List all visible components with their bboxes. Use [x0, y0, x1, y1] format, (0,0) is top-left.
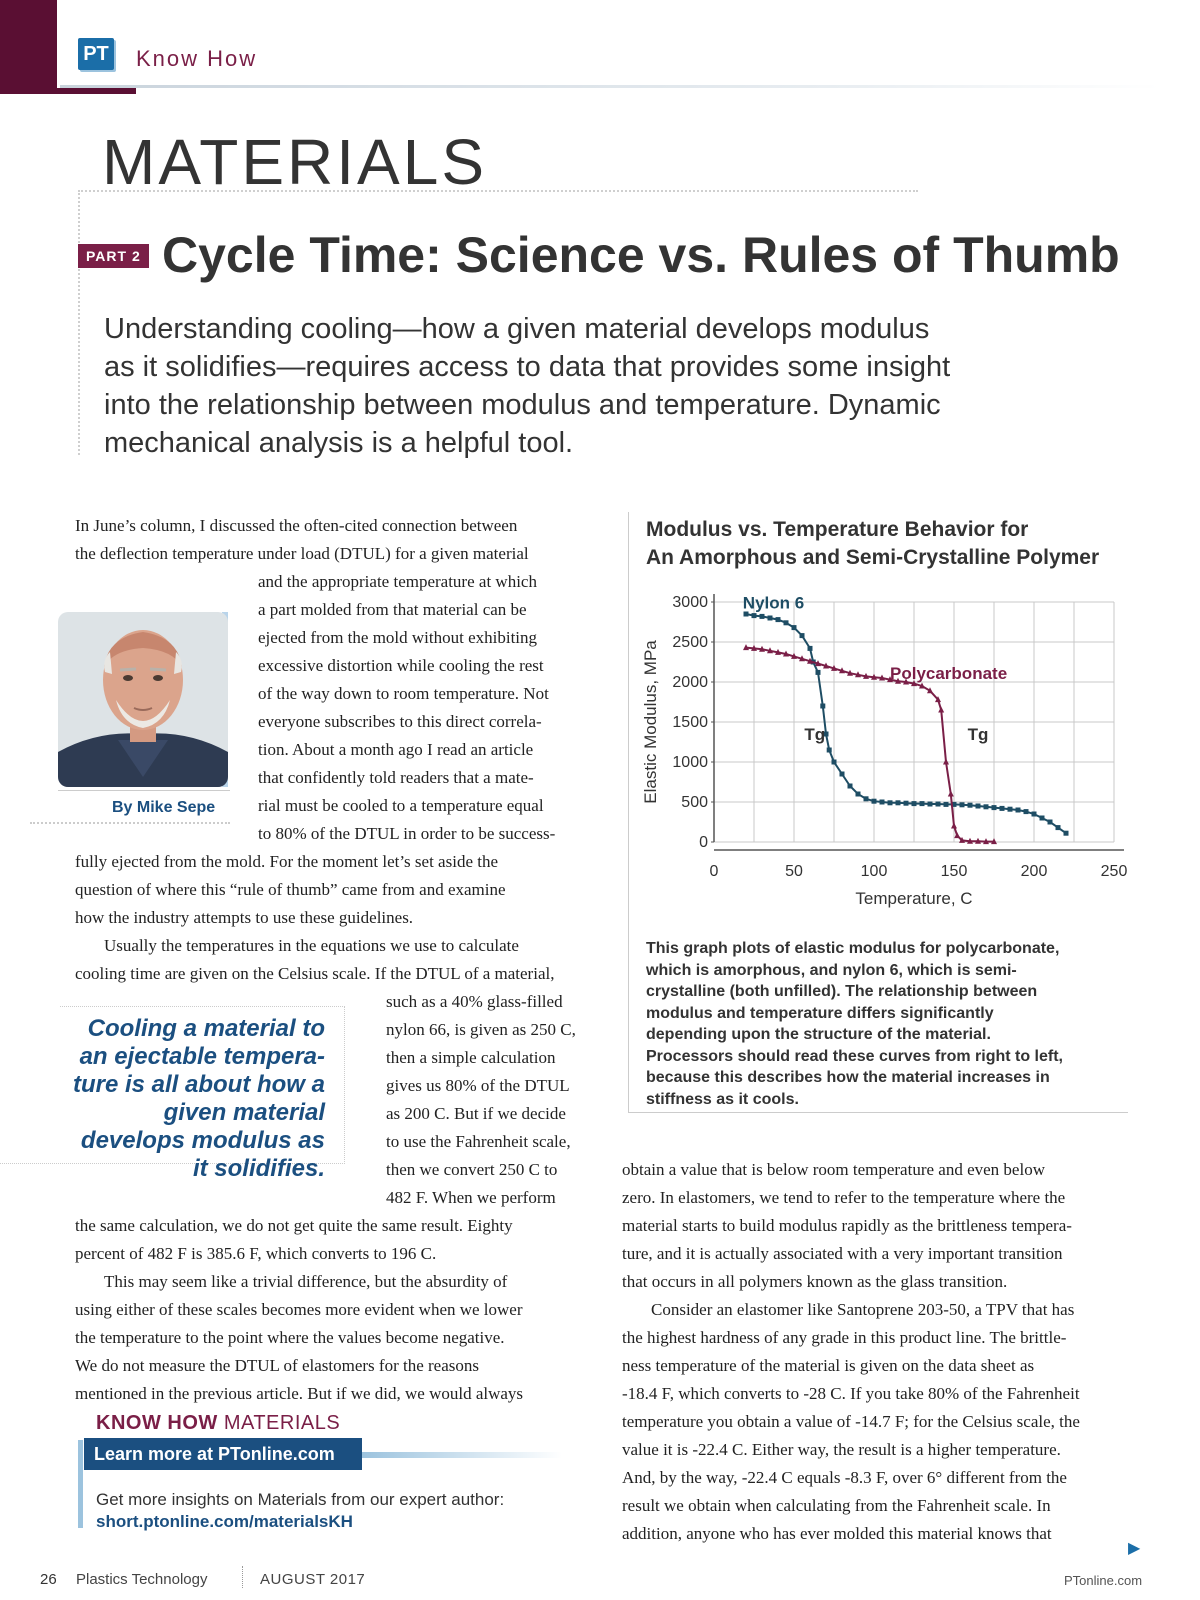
- data-point: [976, 804, 981, 809]
- knowhow-heading-bold: KNOW HOW: [96, 1412, 218, 1434]
- body-line: then we convert 250 C to: [386, 1160, 558, 1179]
- data-point: [936, 802, 941, 807]
- body-line: 482 F. When we perform: [386, 1188, 556, 1207]
- data-point: [968, 803, 973, 808]
- data-point: [816, 670, 821, 675]
- data-point: [944, 802, 949, 807]
- data-point: [808, 646, 813, 651]
- chart-frame-bottom: [628, 1112, 1128, 1113]
- data-point: [904, 801, 909, 806]
- page-number: 26: [40, 1571, 57, 1588]
- x-tick-label: 50: [785, 863, 803, 880]
- author-byline: By Mike Sepe: [112, 799, 216, 816]
- y-tick-label: 2000: [672, 674, 708, 691]
- body-line: excessive distortion while cooling the rest: [258, 656, 544, 675]
- x-tick-label: 250: [1100, 863, 1128, 880]
- data-point: [948, 791, 954, 797]
- knowhow-accent: [78, 1440, 83, 1528]
- knowhow-fade: [362, 1452, 562, 1458]
- data-point: [1064, 831, 1069, 836]
- data-point: [938, 707, 944, 713]
- body-line: the temperature to the point where the values become negative.: [75, 1328, 505, 1347]
- data-point: [1048, 820, 1053, 825]
- data-point: [800, 633, 805, 638]
- body-line: ture, and it is actually associated with a very important transition: [622, 1244, 1063, 1263]
- x-tick-label: 200: [1020, 863, 1048, 880]
- data-point: [848, 784, 853, 789]
- body-line: such as a 40% glass-filled: [386, 992, 563, 1011]
- photo-frame: [58, 790, 230, 791]
- body-line: obtain a value that is below room temperature and even below: [622, 1160, 1045, 1179]
- chart-title-line-1: Modulus vs. Temperature Behavior for: [646, 518, 1029, 541]
- learn-more-link[interactable]: Learn more at PTonline.com: [84, 1438, 362, 1470]
- body-line: the deflection temperature under load (DTUL) for a given material: [75, 544, 529, 563]
- pull-quote: Cooling a material to an ejectable tempera-ture is all about how a given material develops modulus as it solidifies.: [72, 1015, 325, 1182]
- data-point: [920, 801, 925, 806]
- data-point: [1016, 808, 1021, 813]
- knowhow-heading-thin: MATERIALS: [223, 1412, 341, 1434]
- data-point: [1008, 807, 1013, 812]
- heading-rule: [78, 190, 918, 192]
- title-side-rule: [78, 190, 80, 455]
- y-tick-label: 500: [681, 794, 708, 811]
- body-line: Consider an elastomer like Santoprene 203-50, a TPV that has: [651, 1300, 1075, 1319]
- body-line: result we obtain when calculating from the Fahrenheit scale. In: [622, 1496, 1051, 1515]
- body-line: And, by the way, -22.4 C equals -8.3 F, over 6° different from the: [622, 1468, 1067, 1487]
- body-line: -18.4 F, which converts to -28 C. If you take 80% of the Fahrenheit: [622, 1384, 1080, 1403]
- data-point: [752, 613, 757, 618]
- tg-annotation: Tg: [804, 725, 826, 744]
- byline-rule: [30, 822, 230, 824]
- materials-heading: MATERIALS: [102, 126, 487, 198]
- chart-frame-left: [628, 512, 629, 1112]
- data-point: [1040, 816, 1045, 821]
- data-point: [1024, 809, 1029, 814]
- article-title: Cycle Time: Science vs. Rules of Thumb: [162, 227, 1120, 283]
- site-link[interactable]: PTonline.com: [1064, 1573, 1143, 1588]
- pullquote-rule-top: [60, 1006, 345, 1007]
- author-photo: [58, 612, 228, 787]
- y-axis-label: Elastic Modulus, MPa: [641, 640, 660, 804]
- chart-title-line-2: An Amorphous and Semi-Crystalline Polymer: [646, 546, 1100, 569]
- data-point: [776, 617, 781, 622]
- body-line: Usually the temperatures in the equations we use to calculate: [104, 936, 519, 955]
- body-line: everyone subscribes to this direct correla-: [258, 712, 542, 731]
- data-point: [760, 614, 765, 619]
- data-point: [827, 748, 832, 753]
- corner-accent: [0, 0, 57, 94]
- modulus-chart: [636, 580, 1136, 930]
- pt-logo: PT: [78, 38, 114, 70]
- y-tick-label: 3000: [672, 594, 708, 611]
- body-line: a part molded from that material can be: [258, 600, 527, 619]
- x-axis-label: Temperature, C: [855, 889, 973, 908]
- body-line: This may seem like a trivial difference, but the absurdity of: [104, 1272, 508, 1291]
- data-point: [792, 625, 797, 630]
- body-line: percent of 482 F is 385.6 F, which converts to 196 C.: [75, 1244, 437, 1263]
- body-line: gives us 80% of the DTUL: [386, 1076, 570, 1095]
- data-point: [1000, 806, 1005, 811]
- data-point: [1032, 812, 1037, 817]
- body-line: cooling time are given on the Celsius scale. If the DTUL of a material,: [75, 964, 555, 983]
- y-tick-label: 0: [699, 834, 708, 851]
- body-line: rial must be cooled to a temperature equal: [258, 796, 544, 815]
- data-point: [951, 823, 957, 829]
- body-line: to 80% of the DTUL in order to be success-: [258, 824, 556, 843]
- body-line: and the appropriate temperature at which: [258, 572, 537, 591]
- body-line: In June’s column, I discussed the often-cited connection between: [75, 516, 518, 535]
- body-line: fully ejected from the mold. For the moment let’s set aside the: [75, 852, 499, 871]
- data-point: [872, 799, 877, 804]
- body-line: how the industry attempts to use these guidelines.: [75, 908, 414, 927]
- x-tick-label: 150: [940, 863, 968, 880]
- pullquote-rule-right: [344, 1006, 345, 1162]
- body-line: of the way down to room temperature. Not: [258, 684, 549, 703]
- tg-annotation: Tg: [967, 725, 989, 744]
- body-line: mentioned in the previous article. But if we did, we would always: [75, 1384, 524, 1403]
- data-point: [784, 620, 789, 625]
- data-point: [928, 802, 933, 807]
- data-point: [864, 796, 869, 801]
- data-point: [880, 800, 885, 805]
- issue-date: AUGUST 2017: [260, 1571, 366, 1588]
- body-line: material starts to build modulus rapidly as the brittleness tempera-: [622, 1216, 1072, 1235]
- body-line: that confidently told readers that a mate-: [258, 768, 534, 787]
- body-line: ness temperature of the material is given on the data sheet as: [622, 1356, 1035, 1375]
- publication-name: Plastics Technology: [76, 1571, 208, 1588]
- data-point: [856, 792, 861, 797]
- header-rule: [60, 85, 1160, 88]
- body-line: nylon 66, is given as 250 C,: [386, 1020, 576, 1039]
- knowhow-heading: [96, 1412, 340, 1435]
- body-line: addition, anyone who has ever molded this material knows that: [622, 1524, 1052, 1543]
- data-point: [832, 760, 837, 765]
- data-point: [984, 804, 989, 809]
- chart-caption: This graph plots of elastic modulus for polycarbonate, which is amorphous, and nylon 6, which is semi-crystalline (both unfilled). The relationship between modulus and temperature differs significantly depending upon the structure of the material. Processors should read these curves from right to left, because this describes how the material increases in stiffness as it cools.: [646, 940, 1063, 1108]
- footer-separator: [242, 1566, 243, 1588]
- section-label: Know How: [136, 46, 258, 71]
- series-label-polycarbonate: Polycarbonate: [890, 664, 1008, 683]
- body-line: as 200 C. But if we decide: [386, 1104, 566, 1123]
- part-badge: PART 2: [78, 244, 149, 268]
- body-line: the highest hardness of any grade in this product line. The brittle-: [622, 1328, 1067, 1347]
- body-line: We do not measure the DTUL of elastomers for the reasons: [75, 1356, 479, 1375]
- data-point: [896, 800, 901, 805]
- data-point: [960, 802, 965, 807]
- data-point: [992, 805, 997, 810]
- data-point: [954, 832, 960, 838]
- body-line: using either of these scales becomes more evident when we lower: [75, 1300, 523, 1319]
- chart-title: [646, 516, 1099, 572]
- x-tick-label: 100: [860, 863, 888, 880]
- body-line: to use the Fahrenheit scale,: [386, 1132, 571, 1151]
- y-tick-label: 1500: [672, 714, 708, 731]
- data-point: [820, 704, 825, 709]
- y-tick-label: 2500: [672, 634, 708, 651]
- y-tick-label: 1000: [672, 754, 708, 771]
- body-line: value it is -22.4 C. Either way, the result is a higher temperature.: [622, 1440, 1061, 1459]
- body-line: then a simple calculation: [386, 1048, 556, 1067]
- materials-kh-link[interactable]: short.ptonline.com/materialsKH: [96, 1512, 353, 1531]
- body-line: tion. About a month ago I read an article: [258, 740, 534, 759]
- body-line: the same calculation, we do not get quite the same result. Eighty: [75, 1216, 513, 1235]
- body-line: that occurs in all polymers known as the glass transition.: [622, 1272, 1008, 1291]
- data-point: [840, 772, 845, 777]
- knowhow-text: Get more insights on Materials from our expert author:: [96, 1490, 505, 1509]
- x-tick-label: 0: [709, 863, 719, 880]
- continue-arrow-icon: ▶: [1128, 1540, 1141, 1557]
- body-line: question of where this “rule of thumb” came from and examine: [75, 880, 506, 899]
- corner-underline: [0, 88, 136, 94]
- article-deck: Understanding cooling—how a given material develops modulus as it solidifies—requires access to data that provides some insight into the relationship between modulus and temperature. Dynamic mechanical analysis is a helpful tool.: [104, 313, 951, 459]
- series-label-nylon6: Nylon 6: [742, 593, 805, 613]
- data-point: [888, 800, 893, 805]
- body-line: zero. In elastomers, we tend to refer to the temperature where the: [622, 1188, 1066, 1207]
- data-point: [912, 801, 917, 806]
- data-point: [768, 616, 773, 621]
- body-line: ejected from the mold without exhibiting: [258, 628, 538, 647]
- body-line: temperature you obtain a value of -14.7 F; for the Celsius scale, the: [622, 1412, 1080, 1431]
- data-point: [1056, 825, 1061, 830]
